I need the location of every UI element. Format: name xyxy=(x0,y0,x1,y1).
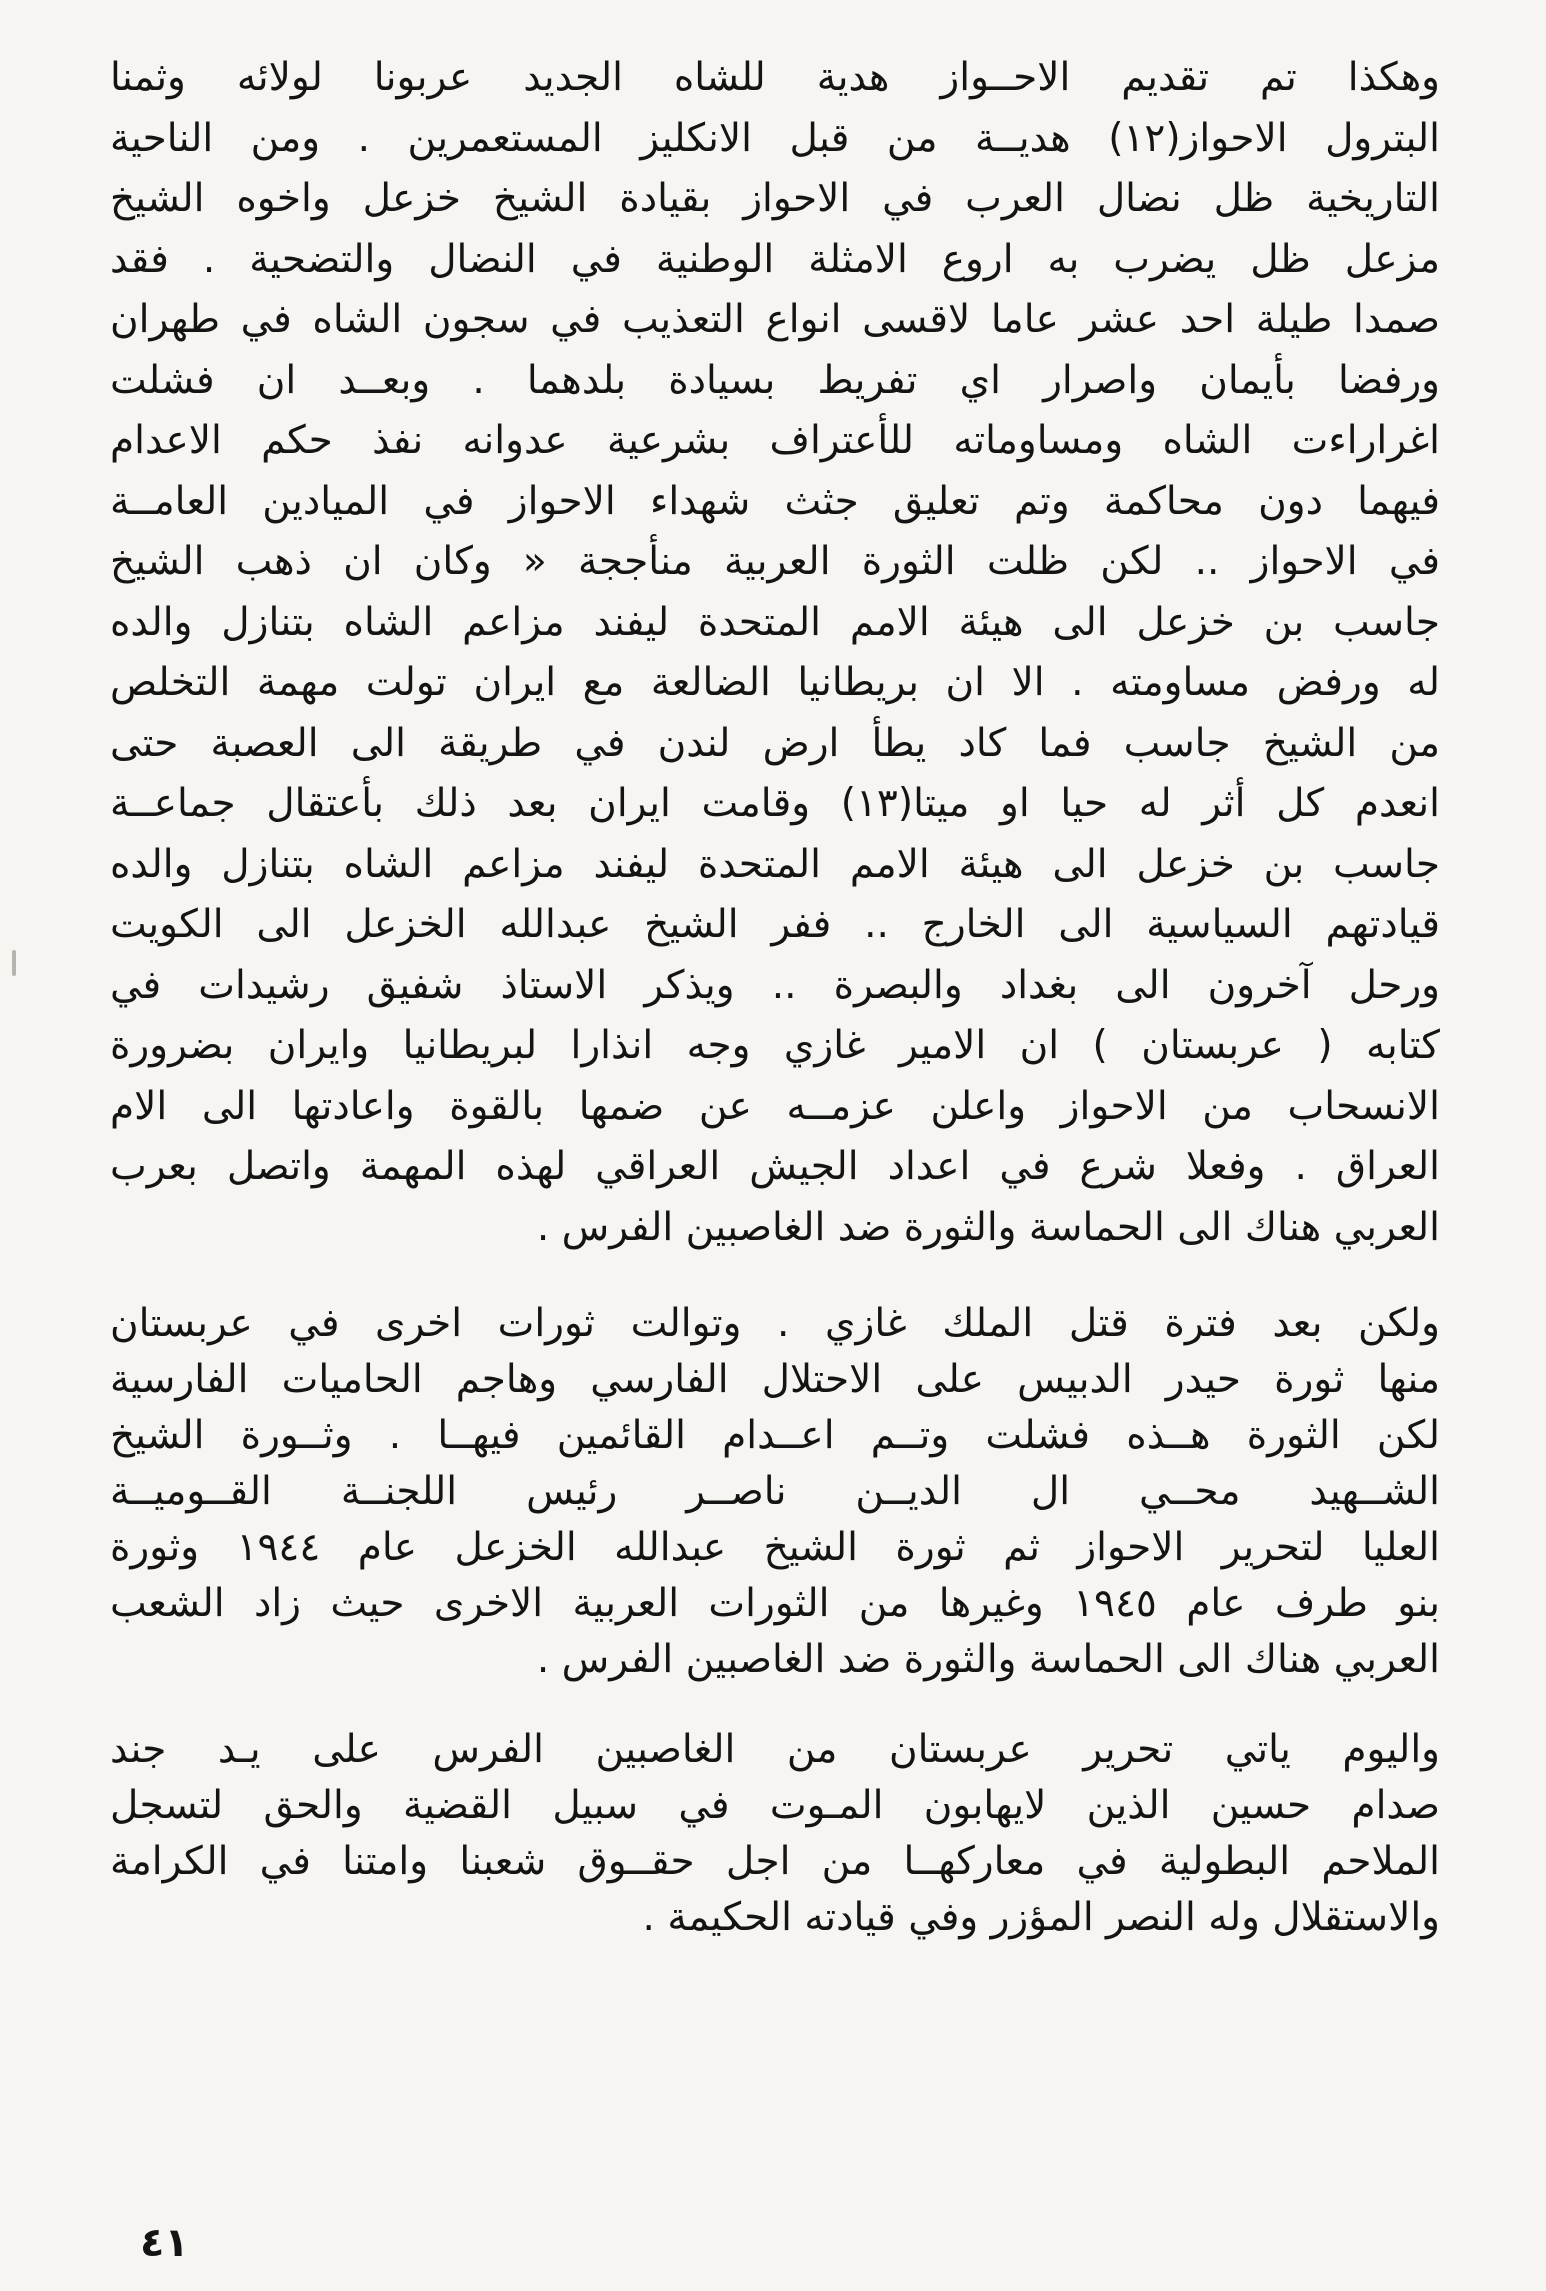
text-line: في الاحواز .. لكن ظلت الثورة العربية منأججة « وكان ان ذهب الشيخ xyxy=(110,539,1440,584)
text-line: منها ثورة حيدر الدبيس على الاحتلال الفارسي وهاجم الحاميات الفارسية xyxy=(110,1357,1440,1402)
text-line: وهكذا تم تقديم الاحــواز هدية للشاه الجديد عربونا لولائه وثمنا xyxy=(110,55,1440,100)
text-line: انعدم كل أثر له حيا او ميتا(١٣) وقامت ايران بعد ذلك بأعتقال جماعــة xyxy=(110,781,1440,826)
text-line: له ورفض مساومته . الا ان بريطانيا الضالعة مع ايران تولت مهمة التخلص xyxy=(110,660,1440,705)
text-line: العليا لتحرير الاحواز ثم ثورة الشيخ عبدالله الخزعل عام ١٩٤٤ وثورة xyxy=(110,1525,1440,1570)
text-line: العربي هناك الى الحماسة والثورة ضد الغاصبين الفرس . xyxy=(536,1204,1440,1250)
text-line: صمدا طيلة احد عشر عاما لاقسى انواع التعذيب في سجون الشاه في طهران xyxy=(110,297,1440,342)
text-line: الشــهيد محــي ال الديــن ناصــر رئيس اللجنــة القــوميــة xyxy=(110,1469,1440,1514)
text-line: جاسب بن خزعل الى هيئة الامم المتحدة ليفند مزاعم الشاه بتنازل والده xyxy=(110,599,1440,645)
text-line: الانسحاب من الاحواز واعلن عزمــه عن ضمها بالقوة واعادتها الى الام xyxy=(110,1083,1440,1129)
text-line: والاستقلال وله النصر المؤزر وفي قيادته الحكيمة . xyxy=(642,1895,1440,1940)
scan-mark xyxy=(12,950,16,976)
text-line: فيهما دون محاكمة وتم تعليق جثث شهداء الاحواز في الميادين العامــة xyxy=(110,478,1440,524)
page-number: ٤١ xyxy=(140,2220,189,2266)
text-line: كتابه ( عربستان ) ان الامير غازي وجه انذارا لبريطانيا وايران بضرورة xyxy=(110,1023,1440,1068)
paragraph-1 xyxy=(110,48,1440,1258)
paragraph-2 xyxy=(110,1296,1440,1688)
document-page xyxy=(110,48,1440,2188)
text-line: ورحل آخرون الى بغداد والبصرة .. ويذكر الاستاذ شفيق رشيدات في xyxy=(110,962,1440,1008)
text-line: التاريخية ظل نضال العرب في الاحواز بقيادة الشيخ خزعل واخوه الشيخ xyxy=(110,176,1440,221)
text-line: مزعل ظل يضرب به اروع الامثلة الوطنية في النضال والتضحية . فقد xyxy=(110,236,1440,282)
text-line: جاسب بن خزعل الى هيئة الامم المتحدة ليفند مزاعم الشاه بتنازل والده xyxy=(110,841,1440,887)
text-line: واليوم ياتي تحرير عربستان من الغاصبين الفرس على يـد جند xyxy=(110,1727,1440,1772)
text-line: العربي هناك الى الحماسة والثورة ضد الغاصبين الفرس . xyxy=(536,1637,1440,1682)
text-line: ولكن بعد فترة قتل الملك غازي . وتوالت ثورات اخرى في عربستان xyxy=(110,1301,1440,1346)
text-line: العراق . وفعلا شرع في اعداد الجيش العراقي لهذه المهمة واتصل بعرب xyxy=(110,1144,1440,1189)
text-line: صدام حسين الذين لايهابون المـوت في سبيل القضية والحق لتسجل xyxy=(110,1783,1440,1828)
text-line: لكن الثورة هــذه فشلت وتــم اعــدام القائمين فيهــا . وثــورة الشيخ xyxy=(110,1413,1440,1458)
text-line: قيادتهم السياسية الى الخارج .. ففر الشيخ عبدالله الخزعل الى الكويت xyxy=(110,902,1440,947)
paragraph-3 xyxy=(110,1722,1440,1946)
text-line: اغراراءت الشاه ومساوماته للأعتراف بشرعية عدوانه نفذ حكم الاعدام xyxy=(110,418,1440,463)
text-line: الملاحم البطولية في معاركهــا من اجل حقــوق شعبنا وامتنا في الكرامة xyxy=(110,1839,1440,1884)
text-line: البترول الاحواز(١٢) هديــة من قبل الانكليز المستعمرين . ومن الناحية xyxy=(110,115,1441,161)
text-line: بنو طرف عام ١٩٤٥ وغيرها من الثورات العربية الاخرى حيث زاد الشعب xyxy=(110,1581,1440,1626)
text-line: ورفضا بأيمان واصرار اي تفريط بسيادة بلدهما . وبعــد ان فشلت xyxy=(110,357,1440,403)
text-line: من الشيخ جاسب فما كاد يطأ ارض لندن في طريقة الى العصبة حتى xyxy=(110,720,1440,766)
